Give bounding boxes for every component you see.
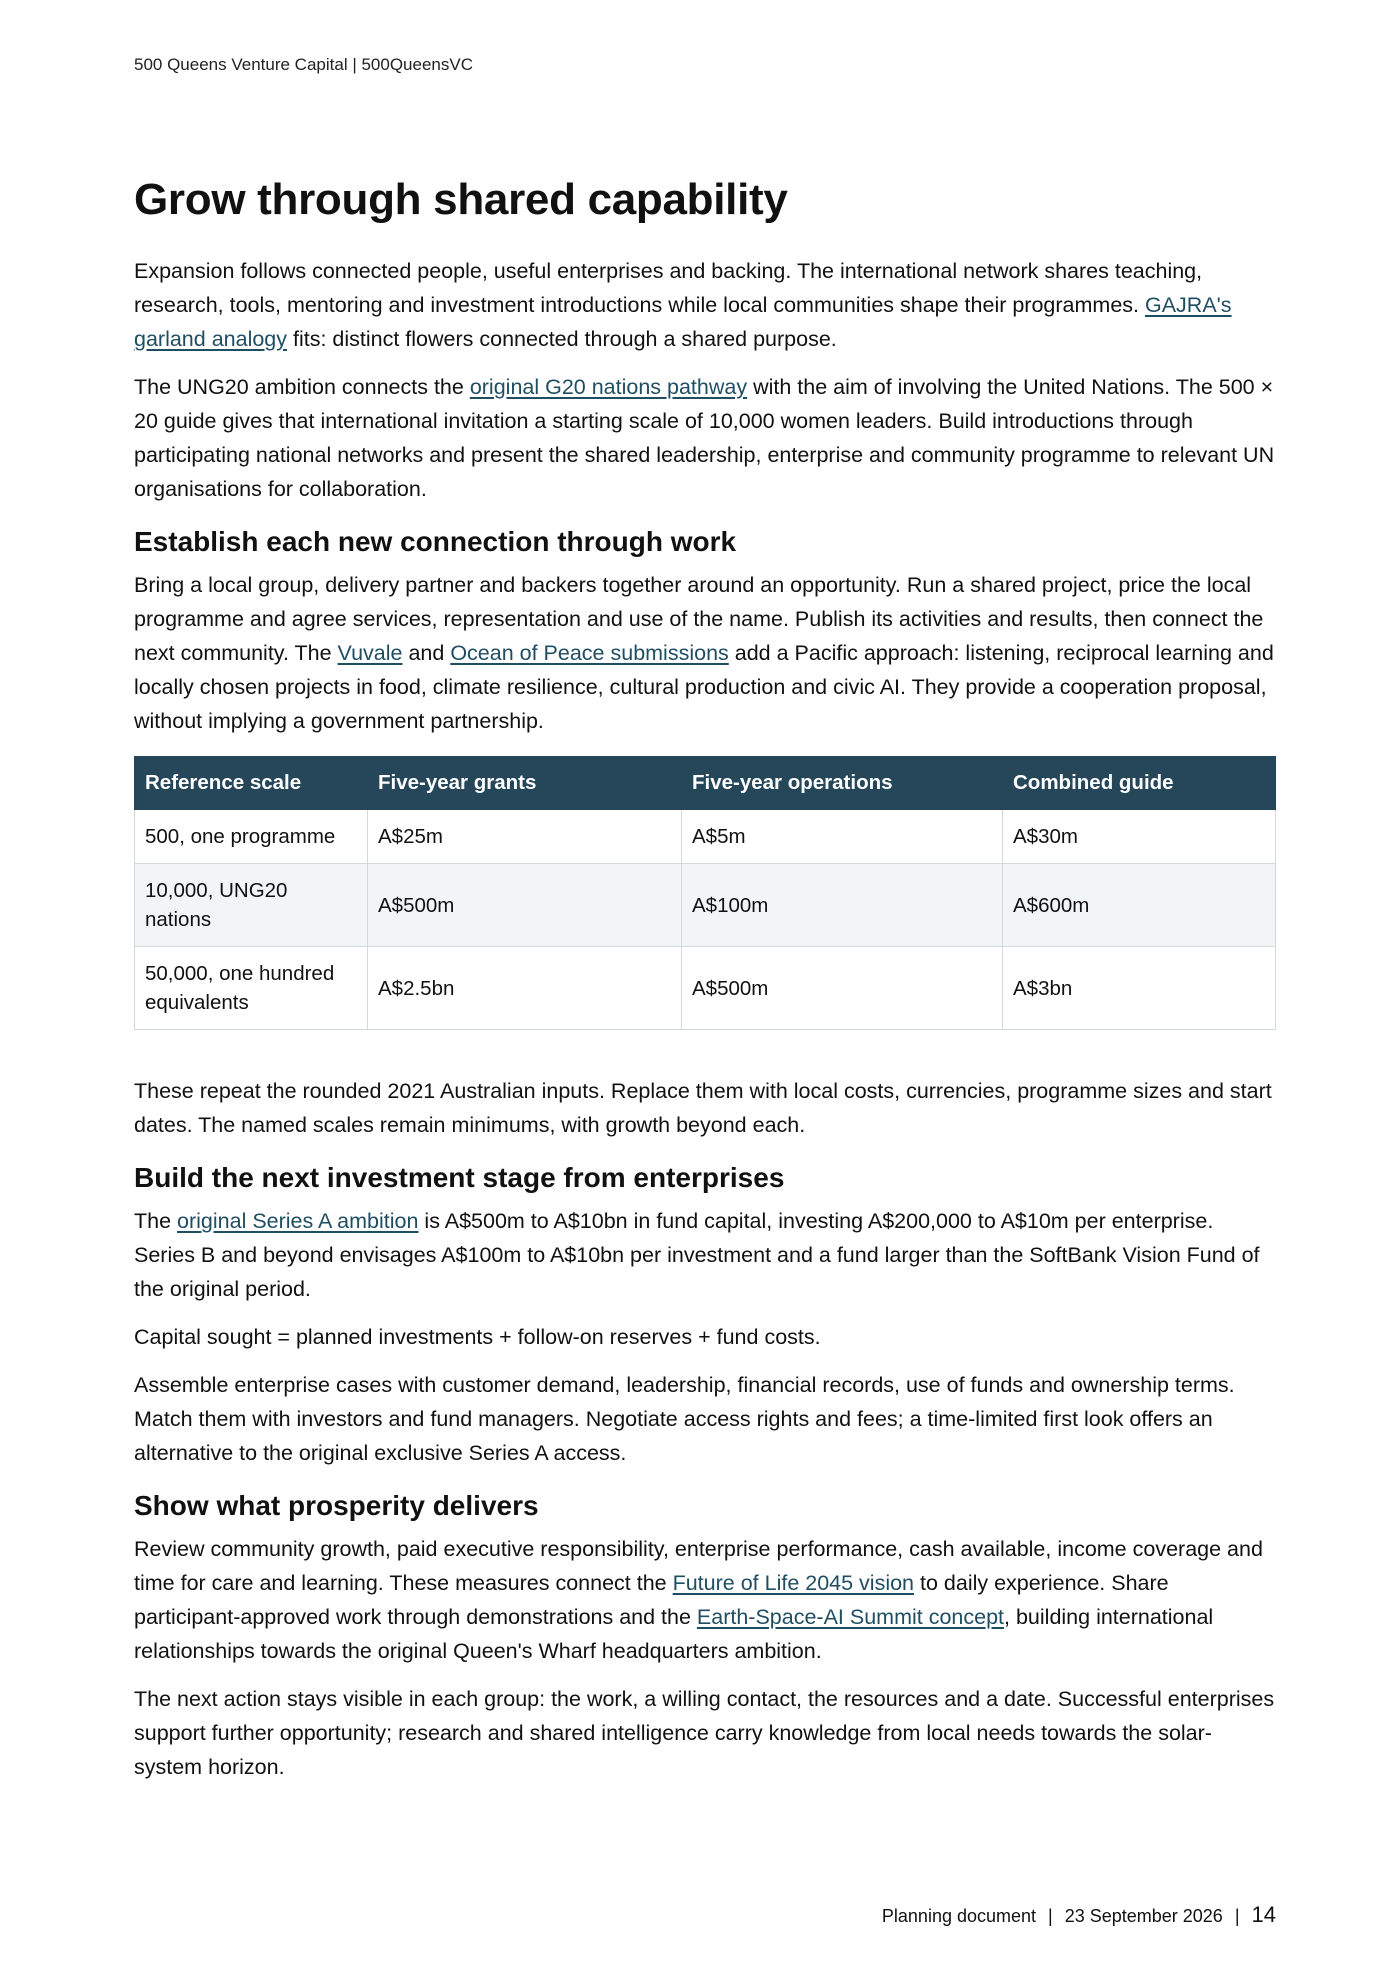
page-footer <box>882 1902 1276 1928</box>
table-row <box>135 947 1276 1030</box>
text-run: , building international relationships towards the original Queen's Wharf headquarters ambition. <box>134 1605 1214 1663</box>
ocean-of-peace-link[interactable]: Ocean of Peace submissions <box>450 641 729 665</box>
column-header: Reference scale <box>135 757 368 810</box>
table-cell: A$600m <box>1003 864 1276 947</box>
table-header-row <box>135 757 1276 810</box>
connection-paragraph <box>134 568 1276 738</box>
text-run: Bring a local group, delivery partner and backers together around an opportunity. Run a shared project, price the local programme and agree services, representation and use of the name. Publish its activities and results, then connect the next community. The <box>134 573 1264 665</box>
text-run: is A$500m to A$10bn in fund capital, investing A$200,000 to A$10m per enterprise. Series B and beyond envisages A$100m to A$10bn per investment and a fund larger than the SoftBank Vision Fund of the original period. <box>134 1209 1260 1301</box>
footer-date: 23 September 2026 <box>1064 1906 1223 1926</box>
table-cell: 50,000, one hundred equivalents <box>135 947 368 1030</box>
text-run: to daily experience. Share participant-approved work through demonstrations and the <box>134 1571 1169 1629</box>
footer-doc-type: Planning document <box>881 1906 1037 1926</box>
text-run: with the aim of involving the United Nations. The 500 × 20 guide gives that international invitation a starting scale of 10,000 women leaders. Build introductions through participating national networks and present the shared leadership, enterprise and community programme to relevant UN organisations for collaboration. <box>134 375 1275 501</box>
investment-paragraph-3: Assemble enterprise cases with customer demand, leadership, financial records, use of funds and ownership terms. Match them with investors and fund managers. Negotiate access rights and fees; a time-limited first look offers an alternative to the original exclusive Series A access. <box>134 1373 1235 1465</box>
future-of-life-link[interactable]: Future of Life 2045 vision <box>672 1571 915 1595</box>
table-cell: A$30m <box>1003 810 1276 864</box>
table-cell: A$500m <box>368 864 682 947</box>
table-cell: A$100m <box>682 864 1003 947</box>
table-cell: A$2.5bn <box>368 947 682 1030</box>
text-run: Expansion follows connected people, useful enterprises and backing. The international network shares teaching, research, tools, mentoring and investment introductions while local communities shape their programmes. <box>134 259 1203 317</box>
table-cell: A$3bn <box>1003 947 1276 1030</box>
table-row <box>135 810 1276 864</box>
text-run: fits: distinct flowers connected through a shared purpose. <box>287 327 837 351</box>
footer-separator: | <box>1048 1906 1053 1926</box>
text-run: The <box>134 1209 178 1233</box>
column-header: Combined guide <box>1003 757 1276 810</box>
intro-paragraph-2 <box>134 370 1276 506</box>
earth-space-ai-summit-link[interactable]: Earth-Space-AI Summit concept <box>696 1605 1005 1629</box>
section-heading-prosperity: Show what prosperity delivers <box>134 1490 539 1521</box>
page-title: Grow through shared capability <box>134 175 788 224</box>
page-number: 14 <box>1251 1902 1276 1927</box>
gajra-garland-link[interactable]: GAJRA's garland analogy <box>134 293 1232 351</box>
table-cell: A$25m <box>368 810 682 864</box>
prosperity-paragraph-2: The next action stays visible in each group: the work, a willing contact, the resources and a date. Successful enterprises support further opportunity; research and shared intelligence carry knowledge from local needs towards the solar-system horizon. <box>134 1687 1275 1779</box>
text-run: The UNG20 ambition connects the <box>134 375 470 399</box>
column-header: Five-year operations <box>682 757 1003 810</box>
footer-separator: | <box>1234 1906 1240 1926</box>
table-cell: A$5m <box>682 810 1003 864</box>
section-heading-connection: Establish each new connection through work <box>134 526 737 557</box>
text-run: and <box>402 641 451 665</box>
series-a-link[interactable]: original Series A ambition <box>177 1209 419 1233</box>
g20-pathway-link[interactable]: original G20 nations pathway <box>469 375 748 399</box>
column-header: Five-year grants <box>368 757 682 810</box>
table-cell: 10,000, UNG20 nations <box>135 864 368 947</box>
scale-table <box>134 756 1276 1030</box>
prosperity-paragraph-1 <box>134 1532 1276 1668</box>
running-header: 500 Queens Venture Capital | 500QueensVC <box>134 55 473 74</box>
table-row <box>135 864 1276 947</box>
text-run: Review community growth, paid executive responsibility, enterprise performance, cash available, income coverage and time for care and learning. These measures connect the <box>134 1537 1263 1595</box>
capital-formula: Capital sought = planned investments + follow-on reserves + fund costs. <box>134 1325 821 1349</box>
table-note-paragraph: These repeat the rounded 2021 Australian inputs. Replace them with local costs, currencies, programme sizes and start dates. The named scales remain minimums, with growth beyond each. <box>134 1079 1272 1137</box>
vuvale-link[interactable]: Vuvale <box>337 641 403 665</box>
table-cell: A$500m <box>682 947 1003 1030</box>
section-heading-investment: Build the next investment stage from enterprises <box>134 1162 785 1193</box>
investment-paragraph-1 <box>134 1204 1276 1306</box>
intro-paragraph-1 <box>134 254 1276 356</box>
page-content <box>134 170 1276 1798</box>
table-cell: 500, one programme <box>135 810 368 864</box>
text-run: add a Pacific approach: listening, reciprocal learning and locally chosen projects in food, climate resilience, cultural production and civic AI. They provide a cooperation proposal, without implying a government partnership. <box>134 641 1274 733</box>
